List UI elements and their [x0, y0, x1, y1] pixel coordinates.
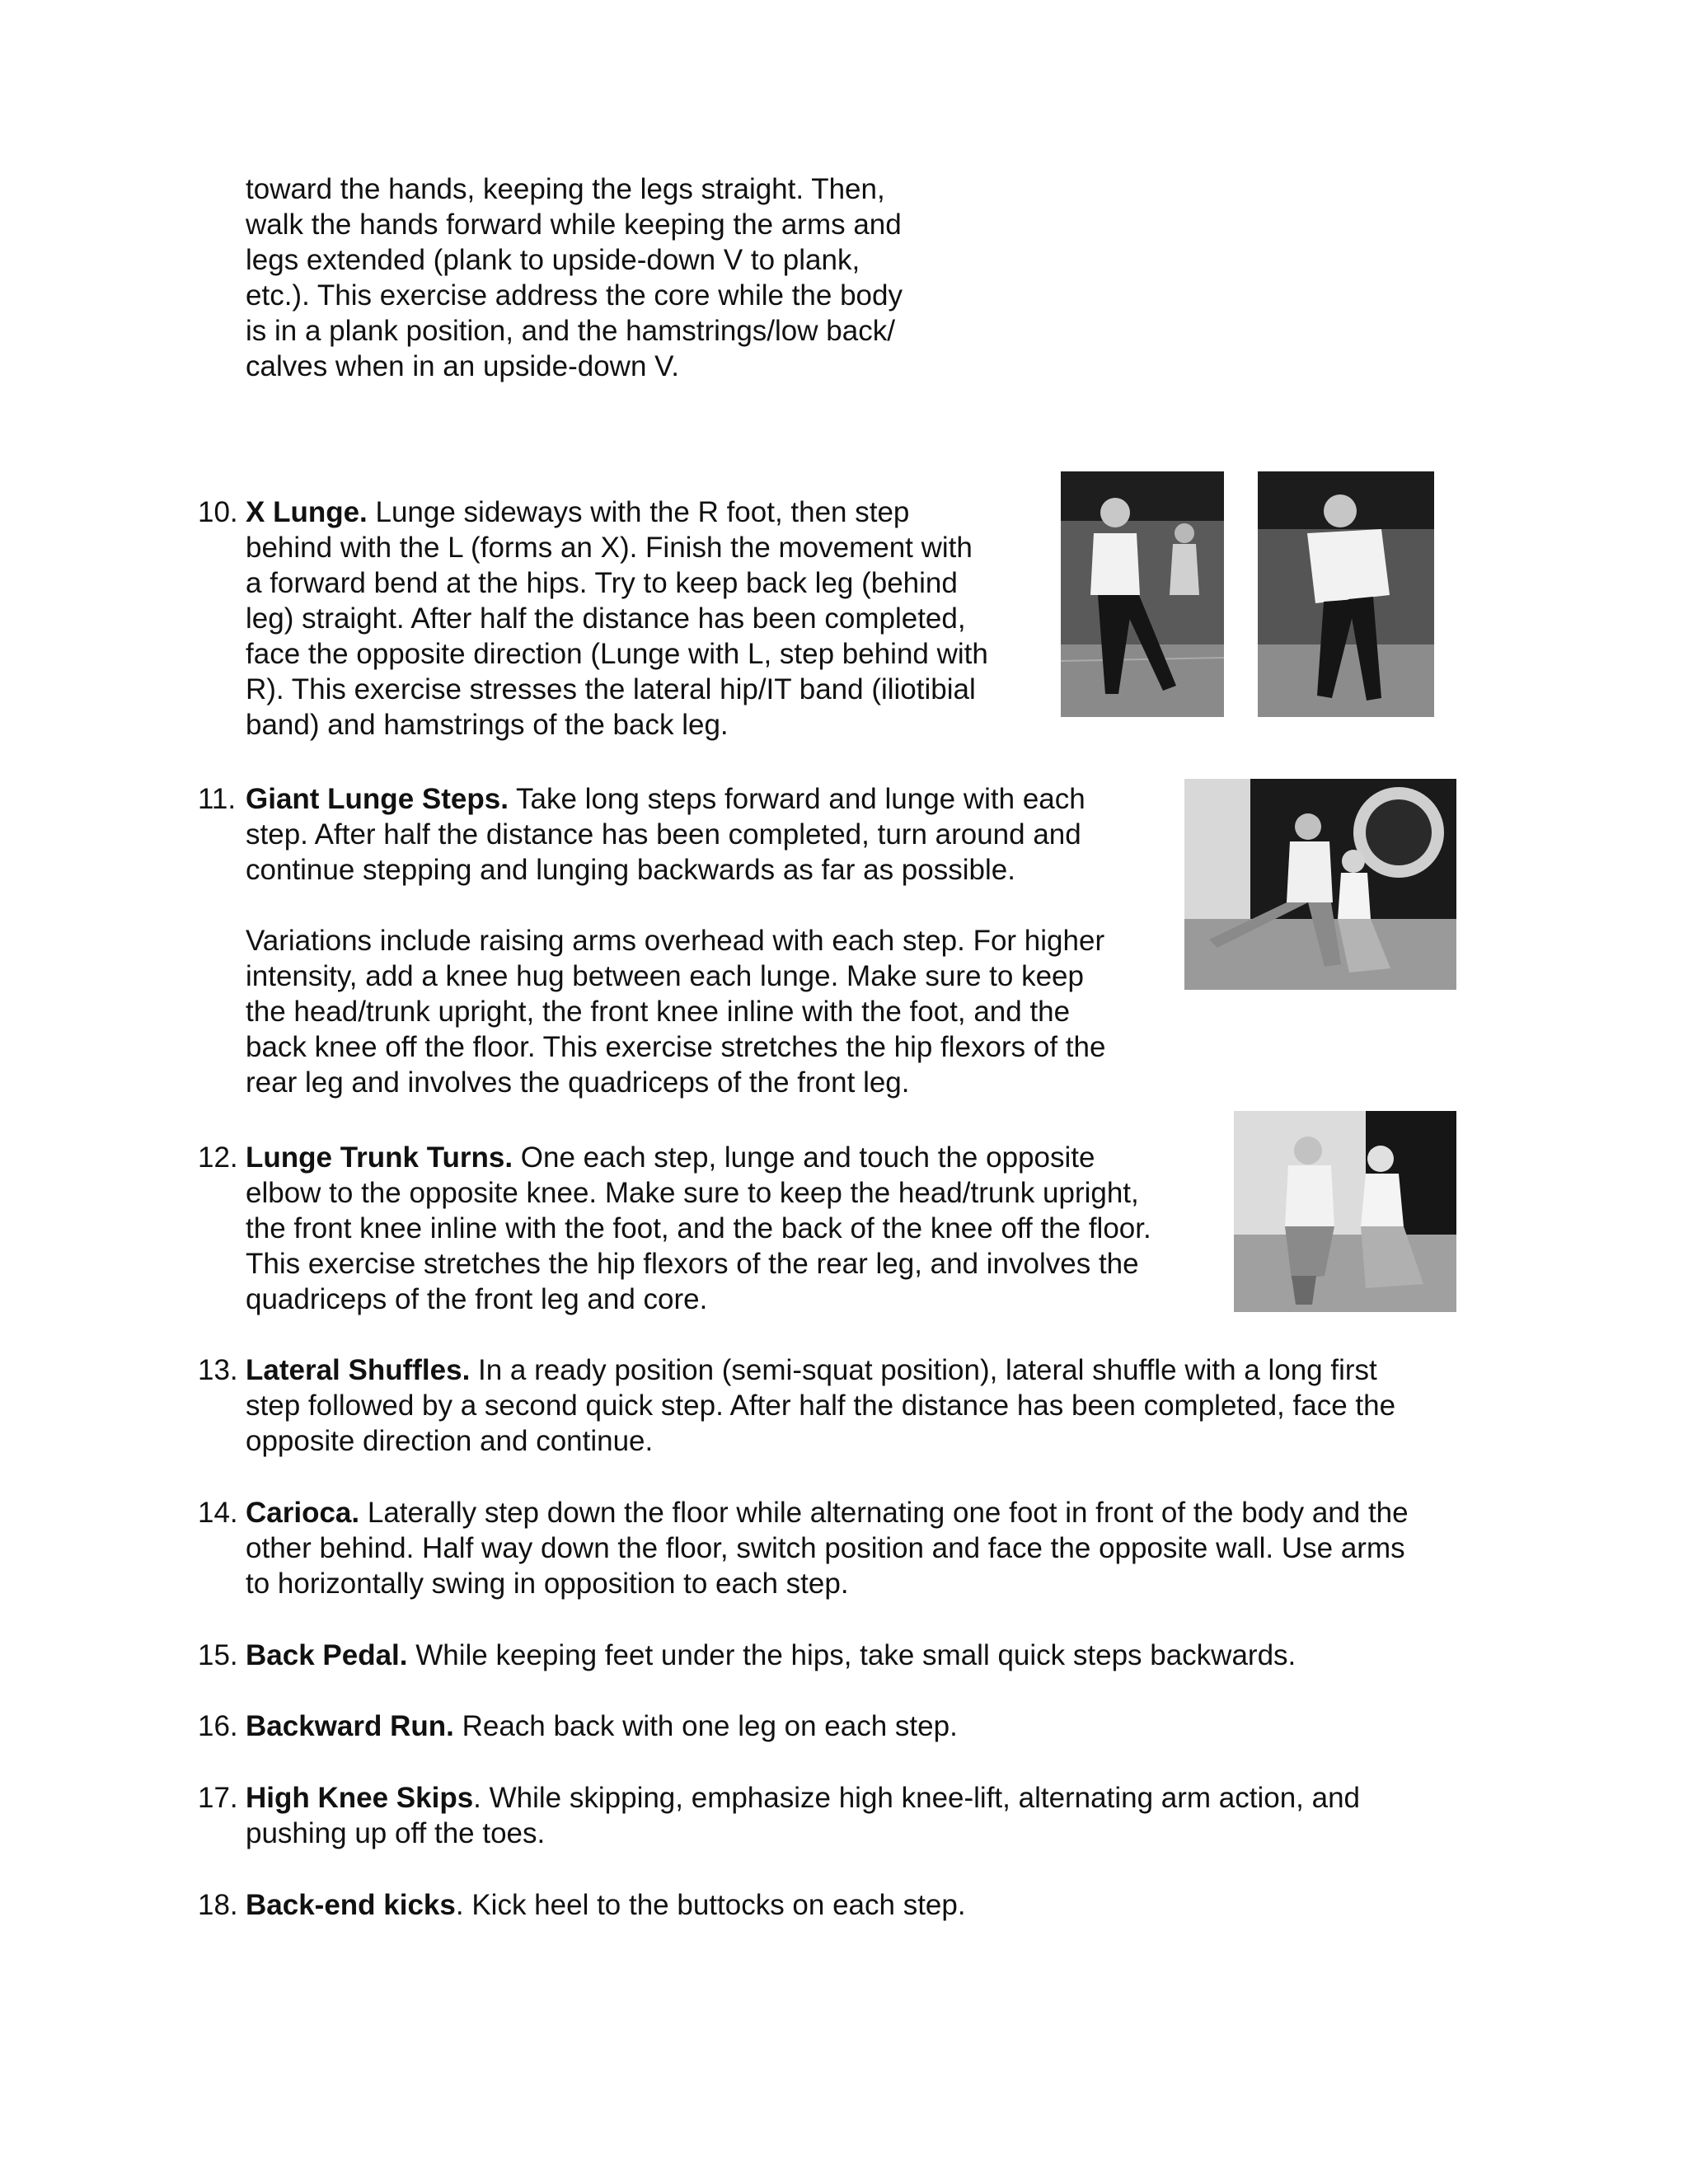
item-title: Lateral Shuffles.: [246, 1354, 471, 1386]
item-first-text: While keeping feet under the hips, take small quick steps backwards.: [407, 1639, 1296, 1671]
item-title: Carioca.: [246, 1497, 360, 1529]
item-line: pushing up off the toes.: [246, 1817, 546, 1849]
item-first-line: [246, 1352, 1377, 1389]
item-first-text: One each step, lunge and touch the opposite: [513, 1141, 1095, 1174]
item-first-line: [246, 1708, 958, 1745]
intro-line: toward the hands, keeping the legs straight. Then,: [246, 173, 885, 205]
item-line: behind with the L (forms an X). Finish the movement with: [246, 532, 973, 564]
variation-line: the head/trunk upright, the front knee inline with the foot, and the: [246, 996, 1071, 1028]
item-first-text: Take long steps forward and lunge with each: [508, 783, 1085, 815]
item-number: 10.: [198, 496, 238, 528]
item-number: 16.: [198, 1710, 238, 1742]
item-line: This exercise stretches the hip flexors of the rear leg, and involves the: [246, 1248, 1139, 1280]
item-title: Lunge Trunk Turns.: [246, 1141, 513, 1174]
item-first-text: Reach back with one leg on each step.: [453, 1710, 958, 1742]
item-first-line: [246, 1638, 1296, 1674]
item-line: a forward bend at the hips. Try to keep back leg (behind: [246, 567, 958, 599]
x-lunge-photo-1: [1061, 471, 1224, 717]
item-title: Back-end kicks: [246, 1889, 456, 1921]
item-first-text: Lunge sideways with the R foot, then step: [367, 496, 910, 528]
item-first-text: Laterally step down the floor while alternating one foot in front of the body and the: [359, 1497, 1409, 1529]
x-lunge-photo-2: [1258, 471, 1434, 717]
variation-line: intensity, add a knee hug between each lunge. Make sure to keep: [246, 960, 1084, 992]
item-line: elbow to the opposite knee. Make sure to keep the head/trunk upright,: [246, 1177, 1139, 1209]
intro-line: walk the hands forward while keeping the arms and: [246, 209, 902, 241]
item-number: 15.: [198, 1639, 238, 1671]
item-title: X Lunge.: [246, 496, 368, 528]
intro-line: legs extended (plank to upside-down V to plank,: [246, 244, 860, 276]
item-line: opposite direction and continue.: [246, 1425, 654, 1457]
item-first-line: [246, 1780, 1360, 1816]
item-line: R). This exercise stresses the lateral hip/IT band (iliotibial: [246, 673, 976, 705]
item-first-line: [246, 1140, 1095, 1176]
giant-lunge-photo: [1184, 779, 1456, 990]
item-first-text: . While skipping, emphasize high knee-lift, alternating arm action, and: [473, 1782, 1361, 1814]
item-line: step followed by a second quick step. After half the distance has been completed, face the: [246, 1390, 1396, 1422]
variation-line: back knee off the floor. This exercise stretches the hip flexors of the: [246, 1031, 1106, 1063]
variation-line: rear leg and involves the quadriceps of the front leg.: [246, 1066, 910, 1099]
item-number: 12.: [198, 1141, 238, 1174]
item-number: 17.: [198, 1782, 238, 1814]
item-first-line: [246, 1887, 966, 1924]
item-number: 13.: [198, 1354, 238, 1386]
item-title: Backward Run.: [246, 1710, 454, 1742]
item-line: band) and hamstrings of the back leg.: [246, 709, 729, 741]
item-first-text: In a ready position (semi-squat position), lateral shuffle with a long first: [470, 1354, 1377, 1386]
trunk-turns-photo: [1234, 1111, 1456, 1312]
item-first-line: [246, 1495, 1409, 1531]
item-first-line: [246, 494, 909, 531]
intro-line: calves when in an upside-down V.: [246, 350, 679, 382]
item-title: High Knee Skips: [246, 1782, 474, 1814]
item-title: Giant Lunge Steps.: [246, 783, 509, 815]
item-line: continue stepping and lunging backwards as far as possible.: [246, 854, 1015, 886]
item-number: 11.: [198, 783, 237, 815]
item-line: leg) straight. After half the distance has been completed,: [246, 602, 966, 635]
intro-line: etc.). This exercise address the core while the body: [246, 279, 903, 312]
item-line: other behind. Half way down the floor, switch position and face the opposite wall. Use arms: [246, 1532, 1405, 1564]
item-number: 14.: [198, 1497, 238, 1529]
item-line: the front knee inline with the foot, and the back of the knee off the floor.: [246, 1212, 1151, 1244]
item-line: to horizontally swing in opposition to each step.: [246, 1568, 849, 1600]
item-title: Back Pedal.: [246, 1639, 408, 1671]
item-line: quadriceps of the front leg and core.: [246, 1283, 708, 1315]
intro-line: is in a plank position, and the hamstrings/low back/: [246, 315, 895, 347]
item-line: face the opposite direction (Lunge with L, step behind with: [246, 638, 988, 670]
variation-line: Variations include raising arms overhead with each step. For higher: [246, 925, 1105, 957]
item-line: step. After half the distance has been completed, turn around and: [246, 818, 1081, 851]
item-number: 18.: [198, 1889, 238, 1921]
item-first-text: . Kick heel to the buttocks on each step.: [455, 1889, 966, 1921]
item-first-line: [246, 781, 1085, 818]
